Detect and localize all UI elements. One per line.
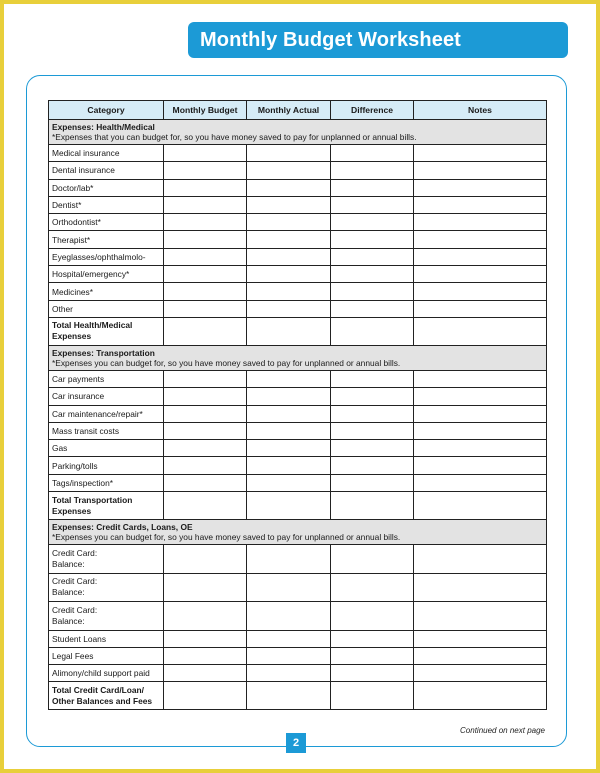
table-row-entry-cell[interactable] bbox=[414, 422, 547, 439]
continued-note: Continued on next page bbox=[460, 726, 545, 735]
table-row-entry-cell[interactable] bbox=[331, 248, 414, 265]
table-row bbox=[49, 162, 547, 179]
category-cell bbox=[49, 602, 164, 631]
category-label: Dentist* bbox=[52, 200, 82, 211]
category-cell bbox=[49, 231, 164, 248]
table-row-entry-cell[interactable] bbox=[164, 370, 247, 387]
table-row bbox=[49, 300, 547, 317]
section-header-row bbox=[49, 120, 547, 145]
category-cell bbox=[49, 474, 164, 491]
category-label: Eyeglasses/ophthalmolo- bbox=[52, 251, 146, 262]
table-row-entry-cell[interactable] bbox=[414, 162, 547, 179]
table-row-entry-cell[interactable] bbox=[331, 440, 414, 457]
table-row-entry-cell[interactable] bbox=[247, 231, 331, 248]
category-cell bbox=[49, 665, 164, 682]
table-row-entry-cell[interactable] bbox=[331, 162, 414, 179]
category-cell bbox=[49, 422, 164, 439]
table-row-entry-cell[interactable] bbox=[414, 214, 547, 231]
category-label: Car insurance bbox=[52, 391, 105, 402]
table-row-entry-cell[interactable] bbox=[164, 145, 247, 162]
col-header-notes: Notes bbox=[414, 101, 547, 120]
table-row-entry-cell[interactable] bbox=[164, 162, 247, 179]
category-label: Therapist* bbox=[52, 234, 91, 245]
category-label: Student Loans bbox=[52, 633, 107, 644]
table-row-entry-cell[interactable] bbox=[247, 283, 331, 300]
col-header-difference: Difference bbox=[331, 101, 414, 120]
table-row-entry-cell[interactable] bbox=[247, 388, 331, 405]
table-row-entry-cell[interactable] bbox=[331, 422, 414, 439]
table-row-entry-cell[interactable] bbox=[247, 405, 331, 422]
table-row-entry-cell[interactable] bbox=[247, 474, 331, 491]
table-row-entry-cell[interactable] bbox=[164, 647, 247, 664]
total-label-cell bbox=[49, 317, 164, 345]
total-label-cell bbox=[49, 492, 164, 520]
category-cell bbox=[49, 179, 164, 196]
category-label: Tags/inspection* bbox=[52, 477, 113, 488]
table-row bbox=[49, 388, 547, 405]
category-label: Credit Card: bbox=[52, 604, 98, 615]
table-row bbox=[49, 457, 547, 474]
col-header-monthly-budget: Monthly Budget bbox=[164, 101, 247, 120]
table-row-entry-cell[interactable] bbox=[331, 573, 414, 602]
total-row-entry-cell[interactable] bbox=[247, 317, 331, 345]
table-row-entry-cell[interactable] bbox=[164, 300, 247, 317]
section-header bbox=[49, 345, 547, 370]
total-row-entry-cell[interactable] bbox=[331, 317, 414, 345]
table-row-entry-cell[interactable] bbox=[164, 422, 247, 439]
table-row-entry-cell[interactable] bbox=[247, 647, 331, 664]
table-row-entry-cell[interactable] bbox=[247, 248, 331, 265]
total-row-entry-cell[interactable] bbox=[414, 317, 547, 345]
table-row-entry-cell[interactable] bbox=[247, 162, 331, 179]
total-label: Total Transportation bbox=[52, 494, 133, 505]
category-cell bbox=[49, 647, 164, 664]
table-row bbox=[49, 214, 547, 231]
total-row-entry-cell[interactable] bbox=[164, 682, 247, 710]
table-row-entry-cell[interactable] bbox=[247, 602, 331, 631]
category-cell bbox=[49, 283, 164, 300]
category-cell bbox=[49, 405, 164, 422]
category-cell bbox=[49, 630, 164, 647]
table-row-entry-cell[interactable] bbox=[414, 545, 547, 574]
table-row-entry-cell[interactable] bbox=[331, 457, 414, 474]
table-row-entry-cell[interactable] bbox=[414, 300, 547, 317]
col-header-category: Category bbox=[49, 101, 164, 120]
table-row bbox=[49, 405, 547, 422]
table-row-entry-cell[interactable] bbox=[164, 248, 247, 265]
total-row-entry-cell[interactable] bbox=[414, 682, 547, 710]
table-row-entry-cell[interactable] bbox=[331, 665, 414, 682]
total-label: Expenses bbox=[52, 331, 92, 342]
category-cell bbox=[49, 545, 164, 574]
total-row-entry-cell[interactable] bbox=[247, 682, 331, 710]
table-row bbox=[49, 602, 547, 631]
table-row-entry-cell[interactable] bbox=[414, 573, 547, 602]
table-row bbox=[49, 573, 547, 602]
total-label: Total Health/Medical bbox=[52, 320, 133, 331]
table-row-entry-cell[interactable] bbox=[414, 630, 547, 647]
category-label: Gas bbox=[52, 443, 68, 454]
page-number: 2 bbox=[286, 733, 306, 753]
table-row-entry-cell[interactable] bbox=[164, 602, 247, 631]
table-row-entry-cell[interactable] bbox=[331, 145, 414, 162]
category-label: Credit Card: bbox=[52, 547, 98, 558]
category-cell bbox=[49, 145, 164, 162]
total-row-entry-cell[interactable] bbox=[164, 492, 247, 520]
table-row bbox=[49, 647, 547, 664]
table-row bbox=[49, 370, 547, 387]
table-row bbox=[49, 231, 547, 248]
table-row-entry-cell[interactable] bbox=[414, 283, 547, 300]
budget-table bbox=[48, 100, 547, 710]
category-cell bbox=[49, 162, 164, 179]
total-label: Expenses bbox=[52, 505, 92, 516]
col-header-monthly-actual: Monthly Actual bbox=[247, 101, 331, 120]
table-row bbox=[49, 145, 547, 162]
category-cell bbox=[49, 457, 164, 474]
category-cell bbox=[49, 300, 164, 317]
total-label: Total Credit Card/Loan/ bbox=[52, 684, 144, 695]
total-label: Other Balances and Fees bbox=[52, 695, 153, 706]
table-row-entry-cell[interactable] bbox=[331, 388, 414, 405]
table-row-entry-cell[interactable] bbox=[331, 545, 414, 574]
table-row-entry-cell[interactable] bbox=[414, 602, 547, 631]
table-row-entry-cell[interactable] bbox=[247, 545, 331, 574]
category-cell bbox=[49, 440, 164, 457]
table-row-entry-cell[interactable] bbox=[414, 665, 547, 682]
table-row-entry-cell[interactable] bbox=[164, 283, 247, 300]
table-row-entry-cell[interactable] bbox=[164, 266, 247, 283]
total-row-entry-cell[interactable] bbox=[414, 492, 547, 520]
category-label: Credit Card: bbox=[52, 576, 98, 587]
table-row-entry-cell[interactable] bbox=[164, 474, 247, 491]
table-row-entry-cell[interactable] bbox=[414, 145, 547, 162]
total-label-cell bbox=[49, 682, 164, 710]
table-row-entry-cell[interactable] bbox=[414, 457, 547, 474]
total-row-entry-cell[interactable] bbox=[331, 682, 414, 710]
section-header-row bbox=[49, 345, 547, 370]
table-row bbox=[49, 179, 547, 196]
table-row-entry-cell[interactable] bbox=[164, 630, 247, 647]
table-row bbox=[49, 248, 547, 265]
table-row-entry-cell[interactable] bbox=[247, 179, 331, 196]
table-row-entry-cell[interactable] bbox=[247, 630, 331, 647]
table-row bbox=[49, 440, 547, 457]
header-row bbox=[49, 101, 547, 120]
table-row-entry-cell[interactable] bbox=[164, 545, 247, 574]
total-row bbox=[49, 317, 547, 345]
table-row-entry-cell[interactable] bbox=[247, 573, 331, 602]
table-row bbox=[49, 266, 547, 283]
category-cell bbox=[49, 214, 164, 231]
section-note: *Expenses you can budget for, so you have money saved to pay for unplanned or annual bills. bbox=[52, 357, 401, 368]
category-label: Car maintenance/repair* bbox=[52, 408, 143, 419]
category-label: Mass transit costs bbox=[52, 426, 120, 436]
table-row-entry-cell[interactable] bbox=[247, 300, 331, 317]
table-row-entry-cell[interactable] bbox=[164, 388, 247, 405]
category-label: Other bbox=[52, 303, 73, 314]
table-row-entry-cell[interactable] bbox=[247, 266, 331, 283]
table-row-entry-cell[interactable] bbox=[247, 422, 331, 439]
category-cell bbox=[49, 248, 164, 265]
table-row-entry-cell[interactable] bbox=[331, 266, 414, 283]
category-cell bbox=[49, 266, 164, 283]
table-row bbox=[49, 630, 547, 647]
table-row-entry-cell[interactable] bbox=[331, 647, 414, 664]
category-cell bbox=[49, 370, 164, 387]
total-row bbox=[49, 492, 547, 520]
table-row-entry-cell[interactable] bbox=[414, 474, 547, 491]
table-row-entry-cell[interactable] bbox=[247, 457, 331, 474]
table-row bbox=[49, 422, 547, 439]
section-header bbox=[49, 520, 547, 545]
table-row-entry-cell[interactable] bbox=[414, 405, 547, 422]
table-row-entry-cell[interactable] bbox=[247, 145, 331, 162]
table-row-entry-cell[interactable] bbox=[414, 370, 547, 387]
table-row-entry-cell[interactable] bbox=[331, 602, 414, 631]
table-row-entry-cell[interactable] bbox=[414, 647, 547, 664]
total-row-entry-cell[interactable] bbox=[331, 492, 414, 520]
table-row-entry-cell[interactable] bbox=[331, 300, 414, 317]
table-row bbox=[49, 283, 547, 300]
table-row bbox=[49, 665, 547, 682]
category-label: Parking/tolls bbox=[52, 460, 98, 471]
table-row-entry-cell[interactable] bbox=[164, 231, 247, 248]
table-row-entry-cell[interactable] bbox=[247, 370, 331, 387]
table-row-entry-cell[interactable] bbox=[164, 440, 247, 457]
table-row-entry-cell[interactable] bbox=[164, 665, 247, 682]
category-label: Medicines* bbox=[52, 286, 93, 297]
section-note: *Expenses you can budget for, so you have money saved to pay for unplanned or annual bills. bbox=[52, 532, 401, 543]
category-label: Balance: bbox=[52, 615, 85, 626]
table-row-entry-cell[interactable] bbox=[331, 630, 414, 647]
table-row-entry-cell[interactable] bbox=[247, 214, 331, 231]
table-row-entry-cell[interactable] bbox=[164, 179, 247, 196]
section-note: *Expenses that you can budget for, so you have money saved to pay for unplanned or annual bills. bbox=[52, 132, 417, 142]
category-label: Car payments bbox=[52, 374, 105, 385]
table-row-entry-cell[interactable] bbox=[164, 573, 247, 602]
category-label: Alimony/child support paid bbox=[52, 668, 150, 679]
category-cell bbox=[49, 196, 164, 213]
table-row-entry-cell[interactable] bbox=[414, 266, 547, 283]
table-row-entry-cell[interactable] bbox=[331, 231, 414, 248]
category-label: Hospital/emergency* bbox=[52, 269, 130, 280]
table-row bbox=[49, 474, 547, 491]
category-label: Orthodontist* bbox=[52, 217, 101, 228]
table-row-entry-cell[interactable] bbox=[331, 196, 414, 213]
category-label: Balance: bbox=[52, 558, 85, 569]
table-row-entry-cell[interactable] bbox=[247, 440, 331, 457]
table-row-entry-cell[interactable] bbox=[414, 231, 547, 248]
table-row-entry-cell[interactable] bbox=[247, 665, 331, 682]
title-banner bbox=[188, 22, 568, 58]
category-label: Legal Fees bbox=[52, 650, 94, 661]
category-cell bbox=[49, 388, 164, 405]
table-row-entry-cell[interactable] bbox=[414, 388, 547, 405]
section-heading: Expenses: Health/Medical bbox=[52, 122, 155, 132]
category-label: Balance: bbox=[52, 587, 85, 598]
table-row-entry-cell[interactable] bbox=[414, 248, 547, 265]
page-title: Monthly Budget Worksheet bbox=[200, 28, 461, 51]
table-row bbox=[49, 196, 547, 213]
category-label: Dental insurance bbox=[52, 165, 115, 176]
table-row-entry-cell[interactable] bbox=[247, 196, 331, 213]
table-row-entry-cell[interactable] bbox=[331, 405, 414, 422]
total-row-entry-cell[interactable] bbox=[247, 492, 331, 520]
table-row-entry-cell[interactable] bbox=[164, 214, 247, 231]
table-row-entry-cell[interactable] bbox=[331, 214, 414, 231]
category-label: Medical insurance bbox=[52, 148, 120, 159]
table-row bbox=[49, 545, 547, 574]
section-header bbox=[49, 120, 547, 145]
table-row-entry-cell[interactable] bbox=[164, 196, 247, 213]
table-row-entry-cell[interactable] bbox=[331, 474, 414, 491]
table-row-entry-cell[interactable] bbox=[331, 179, 414, 196]
table-row-entry-cell[interactable] bbox=[164, 457, 247, 474]
table-row-entry-cell[interactable] bbox=[331, 370, 414, 387]
total-row bbox=[49, 682, 547, 710]
section-heading: Expenses: Credit Cards, Loans, OE bbox=[52, 522, 193, 533]
category-cell bbox=[49, 573, 164, 602]
table-row-entry-cell[interactable] bbox=[164, 405, 247, 422]
table-row-entry-cell[interactable] bbox=[331, 283, 414, 300]
table-row-entry-cell[interactable] bbox=[414, 196, 547, 213]
table-row-entry-cell[interactable] bbox=[414, 440, 547, 457]
category-label: Doctor/lab* bbox=[52, 182, 94, 193]
total-row-entry-cell[interactable] bbox=[164, 317, 247, 345]
table-row-entry-cell[interactable] bbox=[414, 179, 547, 196]
section-heading: Expenses: Transportation bbox=[52, 347, 155, 358]
section-header-row bbox=[49, 520, 547, 545]
